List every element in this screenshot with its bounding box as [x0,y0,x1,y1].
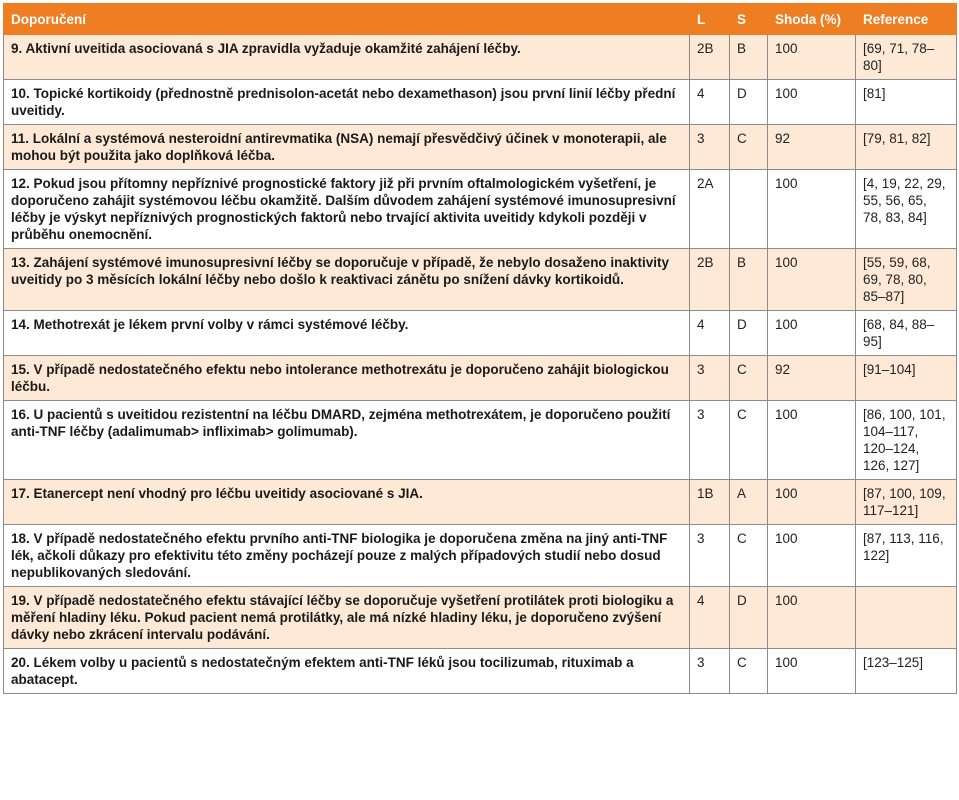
level-cell: 3 [690,356,730,401]
agreement-cell: 100 [768,80,856,125]
recommendation-text: 15. V případě nedostatečného efektu nebo intolerance methotrexátu je doporučeno zahájit biologickou léčbu. [4,356,690,401]
recommendation-text: 20. Lékem volby u pacientů s nedostatečným efektem anti-TNF léků jsou tocilizumab, rituximab a abatacept. [4,649,690,694]
level-cell: 2B [690,35,730,80]
level-cell: 4 [690,311,730,356]
strength-cell: D [730,311,768,356]
table-row [4,356,957,401]
recommendations-table [3,3,957,694]
recommendation-text: 11. Lokální a systémová nesteroidní antirevmatika (NSA) nemají přesvědčivý účinek v monoterapii, ale mohou být použita jako doplňková léčba. [4,125,690,170]
reference-cell: [68, 84, 88–95] [856,311,957,356]
reference-cell: [55, 59, 68, 69, 78, 80, 85–87] [856,249,957,311]
recommendation-text: 19. V případě nedostatečného efektu stávající léčby se doporučuje vyšetření protilátek proti biologiku a měření hladiny léku. Pokud pacient nemá protilátky, ale má nízké hladiny léku, je doporučeno zvýšení dávky nebo zkrácení intervalu podávání. [4,587,690,649]
table-row [4,35,957,80]
agreement-cell: 92 [768,125,856,170]
table-row [4,525,957,587]
strength-cell: B [730,35,768,80]
level-cell: 2B [690,249,730,311]
table-row [4,80,957,125]
recommendation-text: 9. Aktivní uveitida asociovaná s JIA zpravidla vyžaduje okamžité zahájení léčby. [4,35,690,80]
header-s: S [730,4,768,35]
table-row [4,249,957,311]
reference-cell [856,587,957,649]
reference-cell: [69, 71, 78–80] [856,35,957,80]
header-reference: Reference [856,4,957,35]
recommendation-text: 17. Etanercept není vhodný pro léčbu uveitidy asociované s JIA. [4,480,690,525]
reference-cell: [86, 100, 101, 104–117, 120–124, 126, 127] [856,401,957,480]
reference-cell: [87, 100, 109, 117–121] [856,480,957,525]
table-row [4,170,957,249]
recommendation-text: 13. Zahájení systémové imunosupresivní léčby se doporučuje v případě, že nebylo dosaženo inaktivity uveitidy po 3 měsících lokální léčby nebo došlo k reaktivaci zánětu po snížení dávky kortikoidů. [4,249,690,311]
table-row [4,125,957,170]
strength-cell: C [730,125,768,170]
strength-cell: C [730,356,768,401]
table-row [4,401,957,480]
header-row [4,4,957,35]
agreement-cell: 100 [768,35,856,80]
agreement-cell: 100 [768,525,856,587]
strength-cell [730,170,768,249]
recommendation-text: 10. Topické kortikoidy (přednostně prednisolon-acetát nebo dexamethason) jsou první linií léčby přední uveitidy. [4,80,690,125]
level-cell: 3 [690,125,730,170]
table-row [4,311,957,356]
strength-cell: C [730,649,768,694]
level-cell: 4 [690,80,730,125]
strength-cell: A [730,480,768,525]
header-doporuceni: Doporučení [4,4,690,35]
level-cell: 1B [690,480,730,525]
strength-cell: D [730,587,768,649]
agreement-cell: 100 [768,587,856,649]
reference-cell: [91–104] [856,356,957,401]
reference-cell: [81] [856,80,957,125]
table-row [4,649,957,694]
header-l: L [690,4,730,35]
agreement-cell: 92 [768,356,856,401]
agreement-cell: 100 [768,170,856,249]
agreement-cell: 100 [768,311,856,356]
level-cell: 3 [690,401,730,480]
table-row [4,480,957,525]
recommendation-text: 12. Pokud jsou přítomny nepříznivé prognostické faktory již při prvním oftalmologickém vyšetření, je doporučeno zahájit systémovou léčbu okamžitě. Dalším důvodem zahájení systémové imunosupresivní léčby je výskyt nepříznivých prognostických faktorů nebo trvající aktivita uveitidy kdykoli později v průběhu onemocnění. [4,170,690,249]
header-shoda: Shoda (%) [768,4,856,35]
reference-cell: [79, 81, 82] [856,125,957,170]
agreement-cell: 100 [768,401,856,480]
table-row [4,587,957,649]
recommendation-text: 16. U pacientů s uveitidou rezistentní na léčbu DMARD, zejména methotrexátem, je doporučeno použití anti-TNF léčby (adalimumab> infliximab> golimumab). [4,401,690,480]
recommendation-text: 18. V případě nedostatečného efektu prvního anti-TNF biologika je doporučena změna na jiný anti-TNF lék, ačkoli důkazy pro efektivitu této změny pocházejí pouze z malých případových studií nebo dosud nepublikovaných sledování. [4,525,690,587]
level-cell: 3 [690,649,730,694]
strength-cell: D [730,80,768,125]
agreement-cell: 100 [768,480,856,525]
agreement-cell: 100 [768,249,856,311]
reference-cell: [87, 113, 116, 122] [856,525,957,587]
strength-cell: C [730,525,768,587]
reference-cell: [123–125] [856,649,957,694]
reference-cell: [4, 19, 22, 29, 55, 56, 65, 78, 83, 84] [856,170,957,249]
level-cell: 4 [690,587,730,649]
strength-cell: B [730,249,768,311]
agreement-cell: 100 [768,649,856,694]
level-cell: 3 [690,525,730,587]
strength-cell: C [730,401,768,480]
recommendation-text: 14. Methotrexát je lékem první volby v rámci systémové léčby. [4,311,690,356]
level-cell: 2A [690,170,730,249]
